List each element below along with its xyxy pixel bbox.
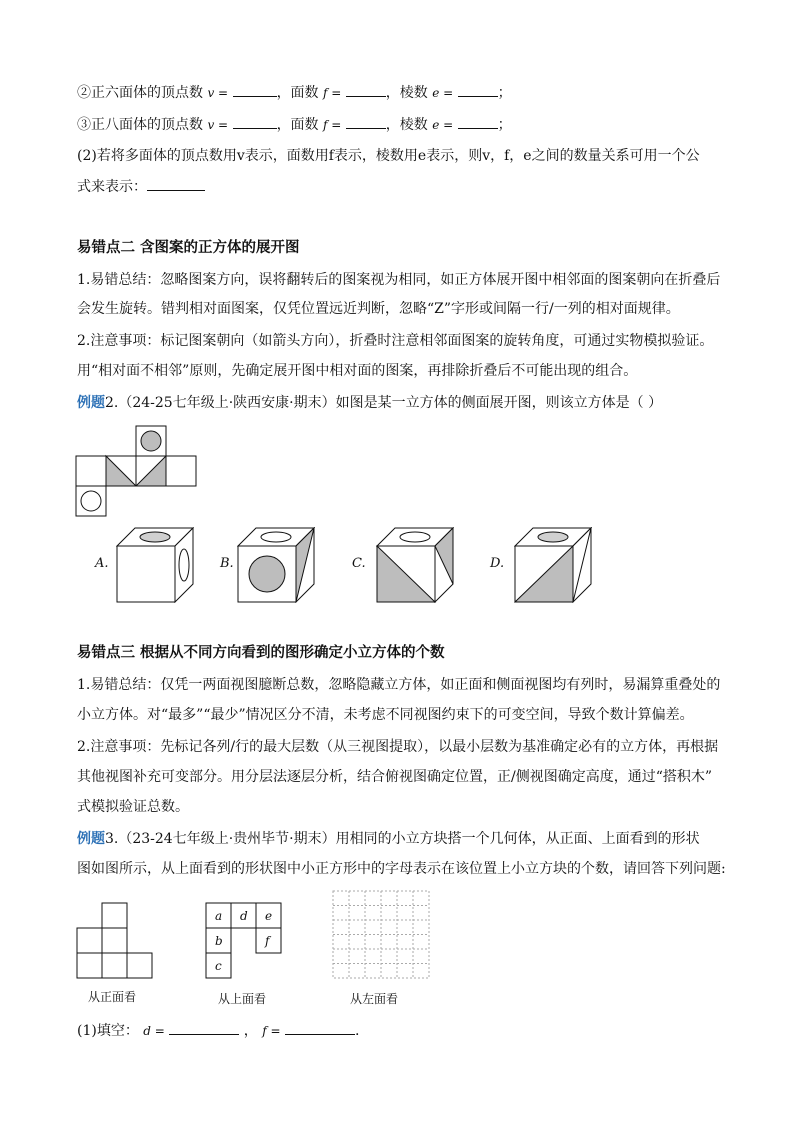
answer-blank-f[interactable] [285, 1020, 355, 1035]
example-3-line-2: 图如图所示，从上面看到的形状图中小正方形中的字母表示在该位置上小立方块的个数，请回答下列问题: [77, 861, 726, 877]
fill-prefix: (1)填空： [77, 1023, 139, 1039]
example-label: 例题 [77, 395, 105, 411]
var-v: v = [207, 86, 229, 100]
end-punct: ； [497, 85, 512, 101]
section-3-p2-line-2: 其他视图补充可变部分。用分层法逐层分析，结合俯视图确定位置，正/侧视图确定高度，通过“搭积木” [77, 769, 713, 785]
answer-blank[interactable] [233, 82, 277, 97]
option-a-cube[interactable] [116, 527, 194, 603]
left-view-caption: 从左面看 [350, 992, 399, 1006]
net-face [166, 456, 196, 486]
net-face [76, 456, 106, 486]
q3-part1-fill [77, 1020, 359, 1041]
section-3-p1-line-1: 1.易错总结：仅凭一两面视图臆断总数，忽略隐藏立方体，如正面和侧面视图均有列时，易漏算重叠处的 [77, 677, 721, 693]
sep: ， [243, 1023, 258, 1039]
option-a-label[interactable]: A. [95, 556, 109, 571]
top-letter: d [240, 909, 248, 923]
option-c-label[interactable]: C. [352, 556, 366, 571]
var-d: d = [143, 1024, 165, 1038]
q1-line-2-prefix: ②正六面体的顶点数 [77, 85, 203, 101]
q1-line-2 [77, 82, 512, 103]
var-f: f = [262, 1024, 281, 1038]
sep: ，棱数 [385, 85, 428, 101]
example-label: 例题 [77, 831, 105, 847]
answer-blank[interactable] [233, 114, 277, 129]
var-e: e = [432, 118, 454, 132]
option-b-cube[interactable] [237, 527, 315, 603]
q1-line-3-prefix: ③正八面体的顶点数 [77, 117, 203, 133]
section-2-p2-line-1: 2.注意事项：标记图案朝向（如箭头方向），折叠时注意相邻面图案的旋转角度，可通过实物模拟验证。 [77, 333, 714, 349]
answer-blank[interactable] [346, 114, 386, 129]
end-punct: ； [497, 117, 512, 133]
triangle-pattern [106, 456, 136, 486]
top-letter: a [215, 909, 223, 923]
circle-pattern [141, 431, 161, 451]
top-letter: c [215, 959, 222, 973]
q1-part2-prefix: 式来表示： [77, 179, 147, 195]
sep: ，面数 [276, 117, 319, 133]
top-letter: f [265, 934, 270, 948]
option-d-cube[interactable] [514, 527, 592, 603]
var-v: v = [207, 118, 229, 132]
top-view-figure [205, 902, 282, 979]
cube-net-figure [75, 425, 197, 517]
var-f: f = [323, 118, 342, 132]
example-2 [77, 393, 662, 413]
front-view-caption: 从正面看 [88, 990, 137, 1004]
answer-blank[interactable] [346, 82, 386, 97]
left-view-grid[interactable] [332, 890, 430, 979]
section-3-p2-line-3: 式模拟验证总数。 [77, 799, 189, 815]
section-3-p1-line-2: 小立方体。对“最多”“最少”情况区分不清，未考虑不同视图约束下的可变空间，导致个数计算偏差。 [77, 707, 694, 723]
answer-blank[interactable] [147, 176, 205, 191]
section-2-p2-line-2: 用“相对面不相邻”原则，先确定展开图中相对面的图案，再排除折叠后不可能出现的组合。 [77, 363, 638, 379]
option-c-cube[interactable] [376, 527, 454, 603]
q1-part2-line-2 [77, 176, 205, 197]
example-3-line-1 [77, 829, 700, 849]
answer-blank[interactable] [458, 82, 498, 97]
example-2-text: 2.（24-25七年级上·陕西安康·期末）如图是某一立方体的侧面展开图，则该立方体是（ ） [105, 395, 663, 411]
section-2-title: 易错点二 含图案的正方体的展开图 [77, 240, 300, 256]
var-f: f = [323, 86, 342, 100]
q1-line-3 [77, 114, 512, 135]
front-view-figure [76, 902, 153, 979]
q1-part2-line-1: (2)若将多面体的顶点数用v表示，面数用f表示，棱数用e表示，则v，f，e之间的数量关系可用一个公 [77, 148, 700, 164]
section-3-title: 易错点三 根据从不同方向看到的图形确定小立方体的个数 [77, 645, 445, 661]
triangle-pattern [136, 456, 166, 486]
section-3-p2-line-1: 2.注意事项：先标记各列/行的最大层数（从三视图提取），以最小层数为基准确定必有的立方体，再根据 [77, 739, 719, 755]
top-letter: e [265, 909, 273, 923]
end-punct: . [354, 1023, 360, 1039]
top-view-caption: 从上面看 [218, 992, 267, 1006]
sep: ，棱数 [385, 117, 428, 133]
answer-blank-d[interactable] [169, 1020, 239, 1035]
circle-pattern [81, 491, 101, 511]
top-letter: b [215, 934, 223, 948]
answer-blank[interactable] [458, 114, 498, 129]
sep: ，面数 [276, 85, 319, 101]
var-e: e = [432, 86, 454, 100]
option-b-label[interactable]: B. [220, 556, 234, 571]
section-2-p1-line-1: 1.易错总结：忽略图案方向，误将翻转后的图案视为相同，如正方体展开图中相邻面的图案朝向在折叠后 [77, 272, 721, 288]
option-d-label[interactable]: D. [490, 556, 505, 571]
example-3-text: 3.（23-24七年级上·贵州毕节·期末）用相同的小立方块搭一个几何体，从正面、上面看到的形状 [105, 831, 700, 847]
section-2-p1-line-2: 会发生旋转。错判相对面图案，仅凭位置远近判断，忽略“Z”字形或间隔一行/一列的相对面规律。 [77, 301, 680, 317]
